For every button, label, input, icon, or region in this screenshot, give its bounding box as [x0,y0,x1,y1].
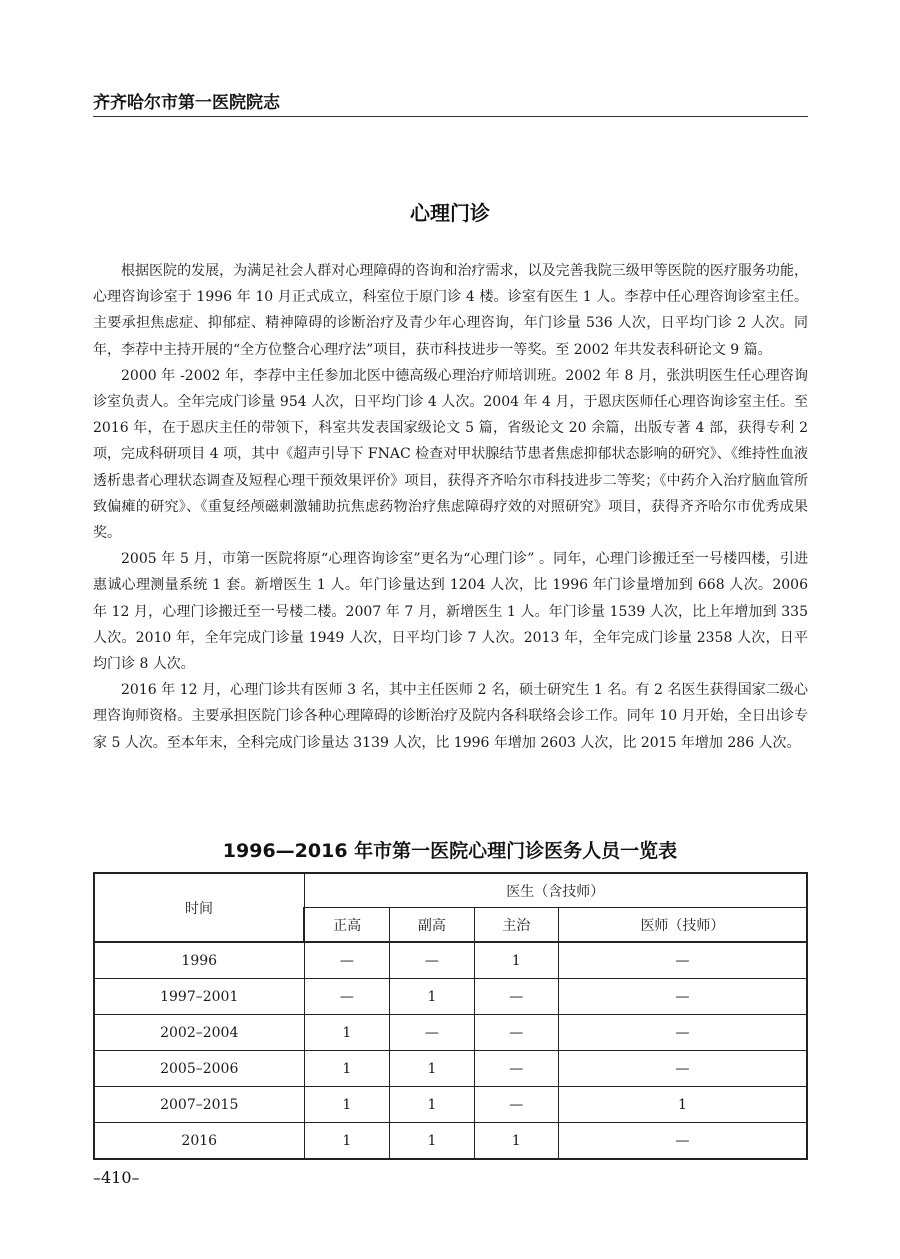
paragraph-3: 2005 年 5 月，市第一医院将原“心理咨询诊室”更名为“心理门诊” 。同年，心理门诊搬迁至一号楼四楼，引进惠诚心理测量系统 1 套。新增医生 1 人。年门诊量达到 1204 人次，比 1996 年门诊量增加到 668 人次。2006 年 12 月，心理门诊搬迁至一号楼二楼。2007 年 7 月，新增医生 1 人。年门诊量 1539 人次，比上年增加到 335 人次。2010 年，全年完成门诊量 1949 人次，日平均门诊 7 人次。2013 年，全年完成门诊量 2358 人次，日平均门诊 8 人次。 [93,551,808,673]
body-text [93,258,808,756]
cell-physician: 1 [558,1087,807,1123]
cell-associate: — [390,1015,474,1051]
table-row [94,1015,807,1051]
table-title: 1996—2016 年市第一医院心理门诊医务人员一览表 [222,840,678,862]
cell-associate: 1 [390,979,474,1015]
cell-senior: 1 [304,1123,390,1160]
table-header-row [94,873,807,908]
cell-associate: — [390,942,474,979]
cell-associate: 1 [390,1051,474,1087]
table-row [94,979,807,1015]
row-time: 1997–2001 [94,979,304,1015]
cell-senior: 1 [304,1087,390,1123]
table-row [94,942,807,979]
time-header: 时间 [94,873,304,942]
paragraph-4: 2016 年 12 月，心理门诊共有医师 3 名，其中主任医师 2 名，硕士研究生 1 名。有 2 名医生获得国家二级心理咨询师资格。主要承担医院门诊各种心理障碍的诊断治疗及院内各科联络会诊工作。同年 10 月开始，全日出诊专家 5 人次。至本年末，全科完成门诊量达 3139 人次，比 1996 年增加 2603 人次，比 2015 年增加 286 人次。 [93,682,808,751]
cell-associate: 1 [390,1087,474,1123]
row-time: 1996 [94,942,304,979]
paragraph-1: 根据医院的发展，为满足社会人群对心理障碍的咨询和治疗需求，以及完善我院三级甲等医院的医疗服务功能，心理咨询诊室于 1996 年 10 月正式成立，科室位于原门诊 4 楼。诊室有医生 1 人。李荐中任心理咨询诊室主任。主要承担焦虑症、抑郁症、精神障碍的诊断治疗及青少年心理咨询，年门诊量 536 人次，日平均门诊 2 人次。同年，李荐中主持开展的“全方位整合心理疗法”项目，获市科技进步一等奖。至 2002 年共发表科研论文 9 篇。 [93,263,808,358]
row-time: 2005–2006 [94,1051,304,1087]
running-header: 齐齐哈尔市第一医院院志 [93,93,280,113]
cell-physician: — [558,1015,807,1051]
header-rule [93,116,808,117]
doctor-group-header: 医生（含技师） [304,873,807,908]
table-row [94,1123,807,1160]
cell-attending: — [474,1051,558,1087]
column-header-senior: 正高 [304,908,390,943]
cell-senior: — [304,979,390,1015]
section-title: 心理门诊 [410,201,490,225]
paragraph-2: 2000 年 -2002 年，李荐中主任参加北医中德高级心理治疗师培训班。2002 年 8 月，张洪明医生任心理咨询诊室负责人。全年完成门诊量 954 人次，日平均门诊 4 人次。2004 年 4 月，于恩庆医师任心理咨询诊室主任。至 2016 年，在于恩庆主任的带领下，科室共发表国家级论文 5 篇，省级论文 20 余篇，出版专著 4 部，获得专利 2 项，完成科研项目 4 项，其中《超声引导下 FNAC 检查对甲状腺结节患者焦虑抑郁状态影响的研究》、《维持性血液透析患者心理状态调查及短程心理干预效果评价》项目，获得齐齐哈尔市科技进步二等奖；《中药介入治疗脑血管所致偏瘫的研究》、《重复经颅磁刺激辅助抗焦虑药物治疗焦虑障碍疗效的对照研究》项目，获得齐齐哈尔市优秀成果奖。 [93,367,808,542]
cell-senior: 1 [304,1015,390,1051]
cell-attending: 1 [474,1123,558,1160]
cell-senior: — [304,942,390,979]
cell-physician: — [558,1123,807,1160]
staff-table [93,872,808,1160]
row-time: 2007–2015 [94,1087,304,1123]
cell-attending: — [474,1015,558,1051]
column-header-associate: 副高 [390,908,474,943]
table-row [94,1087,807,1123]
column-header-attending: 主治 [474,908,558,943]
cell-attending: — [474,1087,558,1123]
cell-associate: 1 [390,1123,474,1160]
cell-physician: — [558,942,807,979]
cell-senior: 1 [304,1051,390,1087]
cell-physician: — [558,1051,807,1087]
cell-attending: 1 [474,942,558,979]
table-row [94,1051,807,1087]
row-time: 2016 [94,1123,304,1160]
column-header-physician: 医师（技师） [558,908,807,943]
row-time: 2002–2004 [94,1015,304,1051]
page-number: –410– [93,1168,140,1187]
cell-physician: — [558,979,807,1015]
cell-attending: — [474,979,558,1015]
